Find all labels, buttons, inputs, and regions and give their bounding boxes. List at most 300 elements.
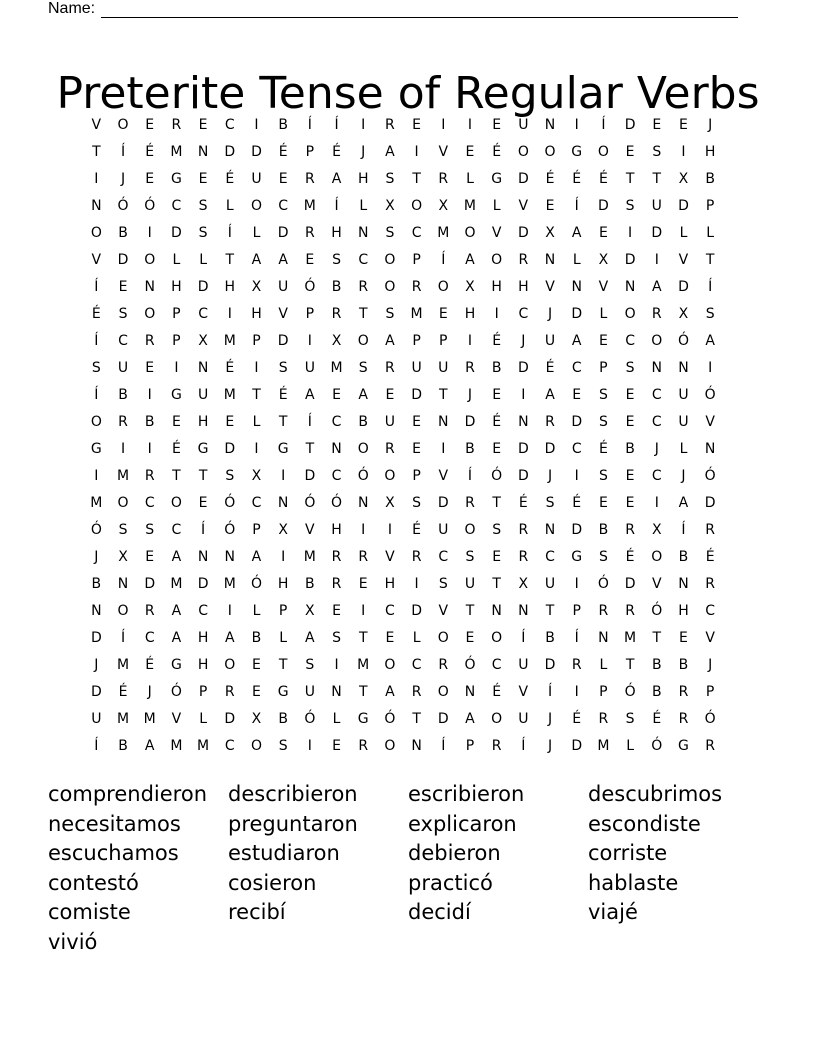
grid-letter[interactable]: H <box>197 414 209 430</box>
grid-letter[interactable]: P <box>572 603 581 619</box>
grid-letter[interactable]: S <box>385 171 395 187</box>
grid-letter[interactable]: A <box>331 171 342 187</box>
grid-letter[interactable]: E <box>679 117 688 133</box>
grid-letter[interactable]: G <box>571 144 583 160</box>
grid-letter[interactable]: L <box>412 630 421 646</box>
grid-letter[interactable]: H <box>518 279 529 295</box>
grid-letter[interactable]: U <box>518 657 529 673</box>
grid-letter[interactable]: I <box>494 306 499 322</box>
grid-letter[interactable]: S <box>625 360 635 376</box>
grid-letter[interactable]: U <box>544 576 556 592</box>
grid-letter[interactable]: É <box>492 333 502 349</box>
grid-letter[interactable]: E <box>625 495 635 511</box>
grid-letter[interactable]: R <box>465 360 475 376</box>
name-underline[interactable] <box>101 3 738 18</box>
grid-letter[interactable]: S <box>438 576 448 592</box>
grid-letter[interactable]: É <box>332 144 341 160</box>
grid-letter[interactable]: E <box>171 414 181 430</box>
grid-letter[interactable]: É <box>492 684 502 700</box>
grid-letter[interactable]: R <box>304 171 315 187</box>
grid-letter[interactable]: Í <box>521 630 526 646</box>
grid-letter[interactable]: N <box>518 414 529 430</box>
grid-letter[interactable]: C <box>331 468 342 484</box>
grid-letter[interactable]: L <box>599 306 608 322</box>
grid-letter[interactable]: S <box>385 306 395 322</box>
grid-letter[interactable]: R <box>438 171 449 187</box>
grid-letter[interactable]: I <box>254 117 259 133</box>
grid-letter[interactable]: O <box>411 198 423 214</box>
grid-letter[interactable]: I <box>387 522 392 538</box>
grid-letter[interactable]: S <box>118 522 128 538</box>
grid-letter[interactable]: U <box>117 360 129 376</box>
grid-letter[interactable]: D <box>517 360 529 376</box>
grid-letter[interactable]: G <box>678 738 689 754</box>
grid-letter[interactable]: Í <box>94 738 99 754</box>
grid-letter[interactable]: I <box>307 738 312 754</box>
grid-letter[interactable]: P <box>599 684 608 700</box>
grid-letter[interactable]: L <box>279 630 288 646</box>
grid-letter[interactable]: O <box>384 738 396 754</box>
grid-letter[interactable]: Ó <box>464 657 476 673</box>
grid-letter[interactable]: P <box>412 252 421 268</box>
grid-letter[interactable]: C <box>385 603 395 619</box>
grid-letter[interactable]: N <box>357 495 369 511</box>
grid-letter[interactable]: V <box>705 630 715 646</box>
grid-letter[interactable]: L <box>572 252 581 268</box>
grid-letter[interactable]: E <box>145 360 155 376</box>
grid-letter[interactable]: Í <box>120 144 126 160</box>
grid-letter[interactable]: I <box>467 333 473 349</box>
grid-letter[interactable]: U <box>304 684 315 700</box>
grid-letter[interactable]: B <box>705 171 715 187</box>
grid-letter[interactable]: V <box>91 252 102 268</box>
grid-letter[interactable]: R <box>358 549 369 565</box>
grid-letter[interactable]: G <box>277 684 289 700</box>
grid-letter[interactable]: R <box>438 657 449 673</box>
grid-letter[interactable]: U <box>304 360 315 376</box>
grid-letter[interactable]: D <box>704 495 716 511</box>
grid-letter[interactable]: U <box>438 522 449 538</box>
grid-letter[interactable]: D <box>224 441 236 457</box>
grid-letter[interactable]: S <box>412 495 422 511</box>
grid-letter[interactable]: R <box>625 522 635 538</box>
grid-letter[interactable]: I <box>254 441 259 457</box>
grid-letter[interactable]: D <box>678 198 689 214</box>
grid-letter[interactable]: B <box>118 225 128 241</box>
grid-letter[interactable]: B <box>651 657 662 673</box>
grid-letter[interactable]: T <box>652 630 662 646</box>
grid-letter[interactable]: Ó <box>250 576 262 592</box>
grid-letter[interactable]: I <box>227 603 232 619</box>
grid-letter[interactable]: D <box>437 495 449 511</box>
grid-letter[interactable]: D <box>624 252 636 268</box>
grid-letter[interactable]: O <box>517 144 529 160</box>
grid-letter[interactable]: H <box>704 144 716 160</box>
grid-letter[interactable]: É <box>545 360 555 376</box>
grid-letter[interactable]: T <box>412 171 421 187</box>
grid-letter[interactable]: Í <box>307 414 312 430</box>
grid-letter[interactable]: U <box>518 711 529 727</box>
grid-letter[interactable]: E <box>198 171 208 187</box>
grid-letter[interactable]: H <box>197 657 209 673</box>
grid-letter[interactable]: B <box>331 279 342 295</box>
grid-letter[interactable]: C <box>144 630 155 646</box>
grid-letter[interactable]: N <box>598 630 609 646</box>
grid-letter[interactable]: E <box>545 198 555 214</box>
grid-letter[interactable]: U <box>678 414 689 430</box>
grid-letter[interactable]: Í <box>708 279 713 295</box>
grid-letter[interactable]: U <box>464 576 476 592</box>
grid-letter[interactable]: H <box>384 576 396 592</box>
grid-letter[interactable]: Ó <box>304 279 316 295</box>
grid-letter[interactable]: A <box>251 252 262 268</box>
grid-letter[interactable]: M <box>90 495 103 511</box>
grid-letter[interactable]: C <box>198 603 208 619</box>
grid-letter[interactable]: B <box>625 441 635 457</box>
grid-letter[interactable]: J <box>547 468 553 484</box>
grid-letter[interactable]: L <box>225 198 234 214</box>
grid-letter[interactable]: H <box>197 630 209 646</box>
grid-letter[interactable]: V <box>385 549 395 565</box>
grid-letter[interactable]: D <box>571 306 583 322</box>
grid-letter[interactable]: D <box>517 468 529 484</box>
grid-letter[interactable]: Í <box>441 252 446 268</box>
grid-letter[interactable]: J <box>654 441 659 457</box>
grid-letter[interactable]: S <box>625 198 635 214</box>
grid-letter[interactable]: É <box>518 495 528 511</box>
grid-letter[interactable]: U <box>438 360 449 376</box>
grid-letter[interactable]: G <box>491 171 503 187</box>
grid-letter[interactable]: R <box>598 711 609 727</box>
grid-letter[interactable]: E <box>278 171 288 187</box>
grid-letter[interactable]: L <box>172 252 181 268</box>
grid-letter[interactable]: E <box>412 441 422 457</box>
grid-letter[interactable]: Í <box>574 630 579 646</box>
grid-letter[interactable]: Ó <box>90 522 102 538</box>
grid-letter[interactable]: G <box>571 549 583 565</box>
grid-letter[interactable]: R <box>144 603 155 619</box>
grid-letter[interactable]: E <box>625 468 635 484</box>
grid-letter[interactable]: T <box>278 414 288 430</box>
grid-letter[interactable]: E <box>145 549 155 565</box>
grid-letter[interactable]: M <box>624 630 637 646</box>
grid-letter[interactable]: P <box>198 684 208 700</box>
grid-letter[interactable]: X <box>598 252 609 268</box>
grid-letter[interactable]: D <box>571 738 583 754</box>
grid-letter[interactable]: O <box>597 144 609 160</box>
grid-letter[interactable]: S <box>278 360 288 376</box>
grid-letter[interactable]: X <box>118 549 128 565</box>
grid-letter[interactable]: D <box>517 225 529 241</box>
grid-letter[interactable]: R <box>385 441 395 457</box>
grid-letter[interactable]: D <box>464 414 476 430</box>
grid-letter[interactable]: O <box>117 117 129 133</box>
grid-letter[interactable]: O <box>117 603 129 619</box>
grid-letter[interactable]: C <box>571 441 582 457</box>
grid-letter[interactable]: R <box>224 684 235 700</box>
grid-letter[interactable]: H <box>171 279 182 295</box>
grid-letter[interactable]: C <box>331 414 342 430</box>
grid-letter[interactable]: O <box>544 144 556 160</box>
grid-letter[interactable]: G <box>277 441 289 457</box>
grid-letter[interactable]: Ó <box>597 576 609 592</box>
grid-letter[interactable]: R <box>491 738 502 754</box>
grid-letter[interactable]: Ó <box>384 711 396 727</box>
grid-letter[interactable]: E <box>625 387 635 403</box>
grid-letter[interactable]: I <box>281 468 286 484</box>
grid-letter[interactable]: I <box>361 117 366 133</box>
grid-letter[interactable]: I <box>254 360 259 376</box>
grid-letter[interactable]: B <box>305 576 315 592</box>
grid-letter[interactable]: A <box>171 549 182 565</box>
grid-letter[interactable]: O <box>624 306 636 322</box>
grid-letter[interactable]: V <box>518 198 529 214</box>
grid-letter[interactable]: J <box>708 657 713 673</box>
grid-letter[interactable]: A <box>171 603 182 619</box>
grid-letter[interactable]: T <box>225 252 235 268</box>
grid-letter[interactable]: P <box>278 603 288 619</box>
grid-letter[interactable]: E <box>598 333 608 349</box>
grid-letter[interactable]: T <box>278 657 288 673</box>
grid-letter[interactable]: S <box>598 468 608 484</box>
grid-letter[interactable]: D <box>277 333 289 349</box>
grid-letter[interactable]: C <box>411 657 422 673</box>
grid-letter[interactable]: M <box>143 711 156 727</box>
grid-letter[interactable]: T <box>492 495 501 511</box>
grid-letter[interactable]: O <box>144 306 156 322</box>
grid-letter[interactable]: Í <box>307 117 312 133</box>
grid-letter[interactable]: P <box>465 738 475 754</box>
grid-letter[interactable]: L <box>466 171 474 187</box>
grid-letter[interactable]: T <box>625 171 635 187</box>
grid-letter[interactable]: X <box>331 333 342 349</box>
grid-letter[interactable]: R <box>358 738 369 754</box>
grid-letter[interactable]: D <box>171 225 182 241</box>
grid-letter[interactable]: U <box>678 387 689 403</box>
grid-letter[interactable]: A <box>571 225 582 241</box>
grid-letter[interactable]: T <box>492 576 501 592</box>
grid-letter[interactable]: C <box>224 738 235 754</box>
grid-letter[interactable]: J <box>521 333 526 349</box>
grid-letter[interactable]: V <box>91 117 102 133</box>
grid-letter[interactable]: U <box>411 360 422 376</box>
grid-letter[interactable]: P <box>705 684 715 700</box>
grid-letter[interactable]: É <box>225 360 235 376</box>
grid-letter[interactable]: A <box>305 630 315 646</box>
grid-letter[interactable]: G <box>197 441 209 457</box>
grid-letter[interactable]: D <box>624 117 636 133</box>
grid-letter[interactable]: C <box>705 603 716 619</box>
grid-letter[interactable]: O <box>357 441 369 457</box>
grid-letter[interactable]: E <box>145 171 155 187</box>
grid-letter[interactable]: H <box>224 279 236 295</box>
grid-letter[interactable]: R <box>571 657 582 673</box>
grid-letter[interactable]: I <box>654 495 659 511</box>
grid-letter[interactable]: C <box>651 468 662 484</box>
grid-letter[interactable]: Ó <box>304 495 316 511</box>
grid-letter[interactable]: Í <box>334 198 339 214</box>
grid-letter[interactable]: B <box>491 360 502 376</box>
grid-letter[interactable]: X <box>651 522 662 538</box>
grid-letter[interactable]: I <box>441 441 446 457</box>
grid-letter[interactable]: S <box>652 144 662 160</box>
grid-letter[interactable]: P <box>412 468 421 484</box>
grid-letter[interactable]: R <box>598 603 609 619</box>
grid-letter[interactable]: A <box>278 252 288 268</box>
grid-letter[interactable]: M <box>437 225 450 241</box>
grid-letter[interactable]: N <box>651 360 663 376</box>
grid-letter[interactable]: R <box>625 603 635 619</box>
grid-letter[interactable]: R <box>385 117 395 133</box>
grid-letter[interactable]: J <box>547 738 553 754</box>
grid-letter[interactable]: U <box>197 387 209 403</box>
grid-letter[interactable]: E <box>625 144 635 160</box>
grid-letter[interactable]: P <box>412 333 421 349</box>
grid-letter[interactable]: O <box>250 738 262 754</box>
grid-letter[interactable]: D <box>197 279 209 295</box>
grid-letter[interactable]: A <box>678 495 689 511</box>
grid-letter[interactable]: C <box>171 522 182 538</box>
grid-letter[interactable]: O <box>491 711 503 727</box>
grid-letter[interactable]: T <box>305 441 315 457</box>
grid-letter[interactable]: A <box>144 738 155 754</box>
grid-letter[interactable]: D <box>144 576 156 592</box>
grid-letter[interactable]: H <box>357 171 369 187</box>
grid-letter[interactable]: J <box>94 549 99 565</box>
grid-letter[interactable]: Í <box>120 630 126 646</box>
grid-letter[interactable]: C <box>118 333 128 349</box>
grid-letter[interactable]: M <box>116 468 130 484</box>
grid-letter[interactable]: C <box>545 549 555 565</box>
grid-letter[interactable]: A <box>705 333 715 349</box>
grid-letter[interactable]: P <box>172 306 181 322</box>
grid-letter[interactable]: J <box>547 306 553 322</box>
grid-letter[interactable]: S <box>91 360 101 376</box>
grid-letter[interactable]: M <box>223 576 236 592</box>
grid-letter[interactable]: B <box>545 630 555 646</box>
grid-letter[interactable]: E <box>198 117 208 133</box>
grid-letter[interactable]: A <box>465 252 475 268</box>
grid-letter[interactable]: R <box>705 576 716 592</box>
grid-letter[interactable]: E <box>412 414 422 430</box>
grid-letter[interactable]: V <box>598 279 609 295</box>
grid-letter[interactable]: O <box>437 630 449 646</box>
grid-letter[interactable]: A <box>224 630 235 646</box>
grid-letter[interactable]: I <box>574 576 579 592</box>
grid-letter[interactable]: G <box>357 711 369 727</box>
grid-letter[interactable]: T <box>358 684 368 700</box>
grid-letter[interactable]: L <box>252 603 261 619</box>
grid-letter[interactable]: D <box>224 144 236 160</box>
grid-letter[interactable]: J <box>547 711 553 727</box>
grid-letter[interactable]: J <box>467 387 473 403</box>
grid-letter[interactable]: S <box>118 306 128 322</box>
grid-letter[interactable]: X <box>678 306 689 322</box>
grid-letter[interactable]: A <box>545 387 555 403</box>
grid-letter[interactable]: D <box>517 441 529 457</box>
grid-letter[interactable]: M <box>303 198 316 214</box>
grid-letter[interactable]: E <box>198 495 208 511</box>
grid-letter[interactable]: V <box>278 306 288 322</box>
grid-letter[interactable]: Ó <box>677 333 689 349</box>
grid-letter[interactable]: R <box>144 468 155 484</box>
grid-letter[interactable]: D <box>678 279 689 295</box>
grid-letter[interactable]: É <box>598 171 608 187</box>
grid-letter[interactable]: Ó <box>651 738 663 754</box>
grid-letter[interactable]: C <box>224 117 235 133</box>
grid-letter[interactable]: B <box>278 711 288 727</box>
grid-letter[interactable]: B <box>598 522 609 538</box>
grid-letter[interactable]: M <box>463 198 477 214</box>
grid-letter[interactable]: I <box>521 387 526 403</box>
grid-letter[interactable]: S <box>598 414 608 430</box>
grid-letter[interactable]: E <box>492 117 502 133</box>
grid-letter[interactable]: O <box>384 279 396 295</box>
grid-letter[interactable]: H <box>678 603 689 619</box>
grid-letter[interactable]: O <box>384 252 396 268</box>
grid-letter[interactable]: M <box>303 549 316 565</box>
grid-letter[interactable]: E <box>385 630 395 646</box>
grid-letter[interactable]: N <box>544 252 556 268</box>
grid-letter[interactable]: X <box>465 279 475 295</box>
grid-letter[interactable]: T <box>625 657 635 673</box>
grid-letter[interactable]: H <box>251 306 262 322</box>
grid-letter[interactable]: I <box>147 387 152 403</box>
grid-letter[interactable]: M <box>410 306 423 322</box>
grid-letter[interactable]: X <box>278 522 288 538</box>
grid-letter[interactable]: A <box>171 630 182 646</box>
grid-letter[interactable]: N <box>197 549 209 565</box>
grid-letter[interactable]: C <box>171 198 182 214</box>
grid-letter[interactable]: Ó <box>170 684 182 700</box>
grid-letter[interactable]: A <box>385 684 395 700</box>
grid-letter[interactable]: Í <box>681 522 686 538</box>
grid-letter[interactable]: Í <box>201 522 206 538</box>
grid-letter[interactable]: O <box>90 225 102 241</box>
grid-letter[interactable]: É <box>545 171 555 187</box>
grid-letter[interactable]: C <box>518 306 529 322</box>
grid-letter[interactable]: C <box>278 198 289 214</box>
grid-letter[interactable]: S <box>598 549 608 565</box>
grid-letter[interactable]: E <box>332 603 341 619</box>
grid-letter[interactable]: J <box>147 684 152 700</box>
grid-letter[interactable]: D <box>304 468 316 484</box>
grid-letter[interactable]: T <box>705 252 715 268</box>
grid-letter[interactable]: D <box>544 441 556 457</box>
grid-letter[interactable]: A <box>358 387 368 403</box>
grid-letter[interactable]: B <box>358 414 369 430</box>
grid-letter[interactable]: A <box>571 333 582 349</box>
grid-letter[interactable]: O <box>651 549 663 565</box>
grid-letter[interactable]: R <box>678 684 689 700</box>
grid-letter[interactable]: S <box>705 306 715 322</box>
grid-letter[interactable]: Í <box>94 333 99 349</box>
grid-letter[interactable]: I <box>574 468 579 484</box>
grid-letter[interactable]: S <box>198 198 208 214</box>
grid-letter[interactable]: I <box>361 522 366 538</box>
grid-letter[interactable]: N <box>331 684 342 700</box>
grid-letter[interactable]: C <box>198 306 208 322</box>
grid-letter[interactable]: T <box>252 387 261 403</box>
grid-letter[interactable]: B <box>118 738 128 754</box>
grid-letter[interactable]: D <box>251 144 262 160</box>
grid-letter[interactable]: N <box>331 441 342 457</box>
grid-letter[interactable]: D <box>411 603 422 619</box>
grid-letter[interactable]: O <box>491 630 503 646</box>
grid-letter[interactable]: T <box>545 603 555 619</box>
grid-letter[interactable]: R <box>518 522 529 538</box>
grid-letter[interactable]: S <box>332 252 341 268</box>
